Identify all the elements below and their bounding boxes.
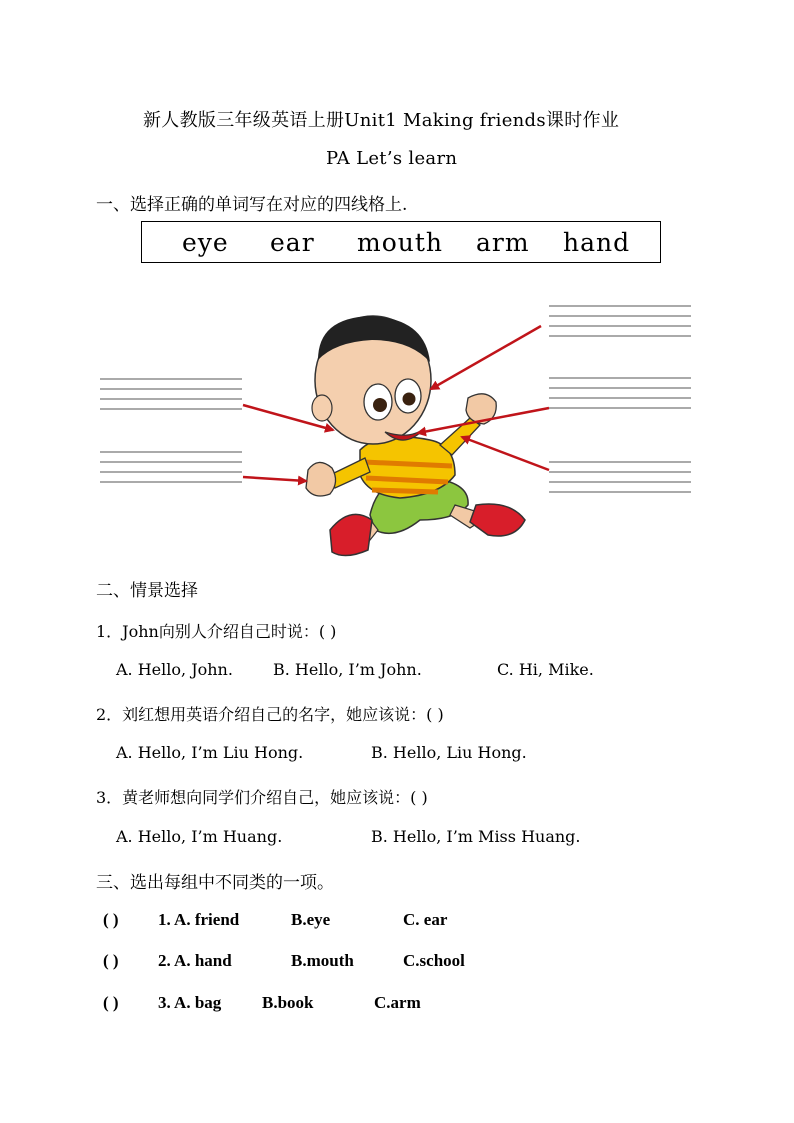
item-3-option-a: 3. A. bag — [158, 993, 222, 1012]
word-arm: arm — [476, 228, 530, 257]
left-shoe-shape — [330, 514, 372, 555]
question-1-stem: 1．John向别人介绍自己时说：( ) — [96, 622, 337, 641]
item-1-option-b: B.eye — [291, 910, 331, 929]
item-1-option-a: 1. A. friend — [158, 910, 240, 929]
section2-heading: 二、情景选择 — [96, 581, 198, 601]
arrow-to-hand — [243, 477, 306, 481]
word-mouth: mouth — [357, 228, 444, 257]
word-hand: hand — [563, 228, 631, 257]
page-subtitle: PA Let’s learn — [326, 148, 458, 169]
ear-shape — [312, 395, 332, 421]
item-2-option-c: C.school — [403, 951, 465, 970]
section1-heading: 一、选择正确的单词写在对应的四线格上. — [96, 195, 408, 215]
word-eye: eye — [182, 228, 229, 257]
right-shoe-shape — [470, 504, 525, 536]
item-3-answer-paren[interactable]: ( ) — [103, 993, 119, 1012]
question-1-option-a[interactable]: A. Hello, John. — [116, 660, 233, 679]
item-2-option-b: B.mouth — [291, 951, 354, 970]
item-1-answer-paren[interactable]: ( ) — [103, 910, 119, 929]
word-ear: ear — [270, 228, 315, 257]
section3-heading: 三、选出每组中不同类的一项。 — [96, 873, 334, 893]
question-3-option-b[interactable]: B. Hello, I’m Miss Huang. — [371, 827, 581, 846]
page-title: 新人教版三年级英语上册Unit1 Making friends课时作业 — [143, 110, 620, 131]
item-3-option-b: B.book — [262, 993, 314, 1012]
question-2-option-a[interactable]: A. Hello, I’m Liu Hong. — [116, 743, 304, 762]
question-3-stem: 3．黄老师想向同学们介绍自己，她应该说：( ) — [96, 788, 428, 807]
question-2-stem: 2．刘红想用英语介绍自己的名字，她应该说：( ) — [96, 705, 444, 724]
item-2-option-a: 2. A. hand — [158, 951, 232, 970]
hand-shape — [306, 462, 336, 496]
question-3-option-a[interactable]: A. Hello, I’m Huang. — [116, 827, 283, 846]
item-3-option-c: C.arm — [374, 993, 421, 1012]
item-1-option-c: C. ear — [403, 910, 448, 929]
arrow-to-arm — [462, 437, 549, 470]
question-1-option-c[interactable]: C. Hi, Mike. — [497, 660, 594, 679]
question-1-option-b[interactable]: B. Hello, I’m John. — [273, 660, 422, 679]
question-2-option-b[interactable]: B. Hello, Liu Hong. — [371, 743, 527, 762]
arrow-to-eye — [431, 326, 541, 389]
item-2-answer-paren[interactable]: ( ) — [103, 951, 119, 970]
